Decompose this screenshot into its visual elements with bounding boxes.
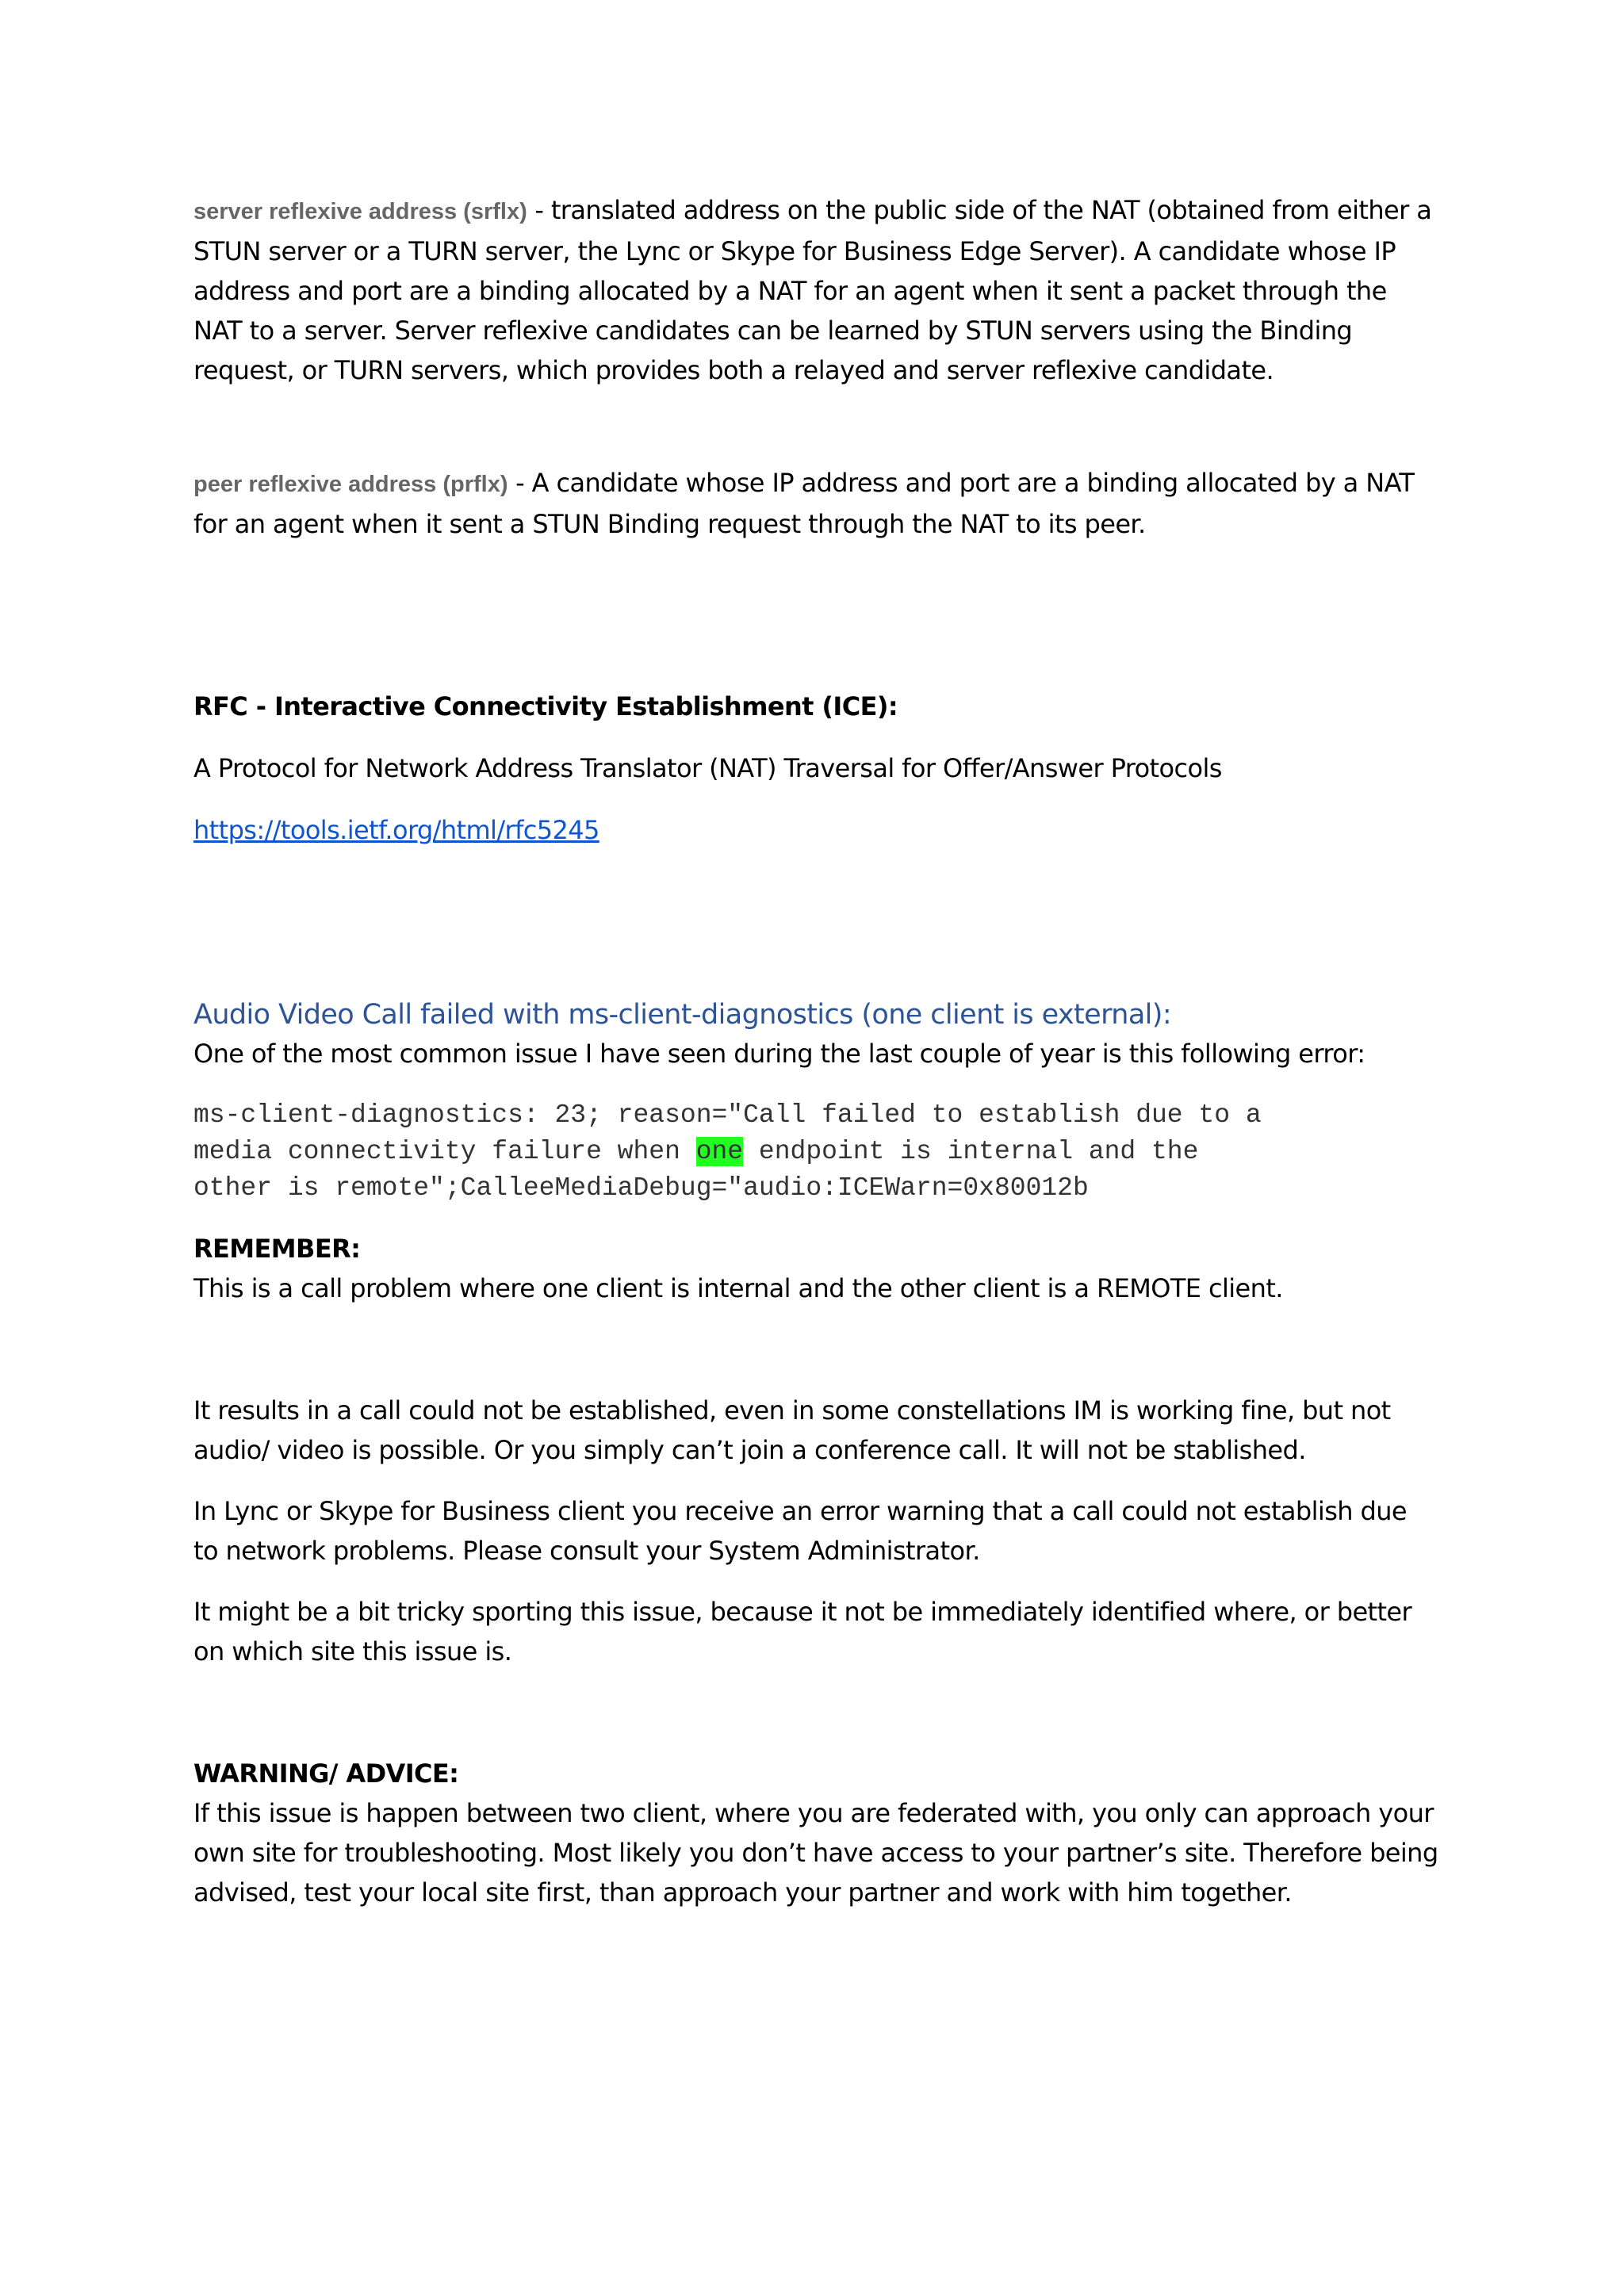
remember-text: This is a call problem where one client is internal and the other client is a REMOTE client.: [193, 1273, 1283, 1303]
paragraph-2: In Lync or Skype for Business client you receive an error warning that a call could not establish due to network problems. Please consult your System Administrator.: [193, 1496, 1408, 1566]
remember-label: REMEMBER:: [193, 1234, 361, 1264]
paragraph-1: It results in a call could not be established, even in some constellations IM is working fine, but not audio/ video is possible. Or you simply can’t join a conference call. It will not be stablished.: [193, 1395, 1391, 1465]
srflx-term: server reflexive address (srflx): [193, 199, 527, 224]
section-title: Audio Video Call failed with ms-client-diagnostics (one client is external):: [193, 999, 1172, 1031]
rfc-heading: RFC - Interactive Connectivity Establishment (ICE):: [193, 691, 898, 721]
rfc-subtitle: A Protocol for Network Address Translator (NAT) Traversal for Offer/Answer Protocols: [193, 753, 1222, 783]
code-line-3: other is remote";CalleeMediaDebug="audio:ICEWarn=0x80012b: [193, 1173, 1089, 1203]
warning-label: WARNING/ ADVICE:: [193, 1758, 459, 1789]
code-highlight: one: [695, 1137, 744, 1166]
prflx-term: peer reflexive address (prflx): [193, 472, 508, 497]
code-line-2: [193, 1134, 1438, 1170]
prflx-text: A candidate whose IP address and port are a binding allocated by a NAT for an agent when it sent a STUN Binding request through the NAT to its peer.: [193, 468, 1415, 539]
rfc-link-line: [193, 810, 1438, 850]
paragraph-3: It might be a bit tricky sporting this issue, because it not be immediately identified where, or better on which site this issue is.: [193, 1597, 1412, 1667]
code-line-1: ms-client-diagnostics: 23; reason="Call failed to establish due to a: [193, 1100, 1262, 1130]
prflx-definition: [193, 463, 1438, 544]
prflx-dash: -: [508, 468, 532, 498]
srflx-text: translated address on the public side of the NAT (obtained from either a STUN server or a TURN server, the Lync or Skype for Business Edge Server). A candidate whose IP address and port are a binding allocated by a NAT for an agent when it sent a packet through the NAT to a server. Server reflexive candidates can be learned by STUN servers using the Binding request, or TURN servers, which provides both a relayed and server reflexive candidate.: [193, 195, 1432, 385]
srflx-dash: -: [527, 195, 551, 225]
section-intro: One of the most common issue I have seen during the last couple of year is this following error:: [193, 1039, 1365, 1069]
srflx-definition: [193, 190, 1438, 390]
code-line-2-after: endpoint is internal and the: [743, 1137, 1199, 1166]
rfc-link[interactable]: https://tools.ietf.org/html/rfc5245: [193, 815, 599, 845]
error-code-block: [193, 1097, 1438, 1207]
code-line-2-before: media connectivity failure when: [193, 1137, 696, 1166]
warning-text: If this issue is happen between two client, where you are federated with, you only can approach your own site for troubleshooting. Most likely you don’t have access to your partner’s site. Therefore being advised, test your local site first, than approach your partner and work with him together.: [193, 1798, 1438, 1908]
